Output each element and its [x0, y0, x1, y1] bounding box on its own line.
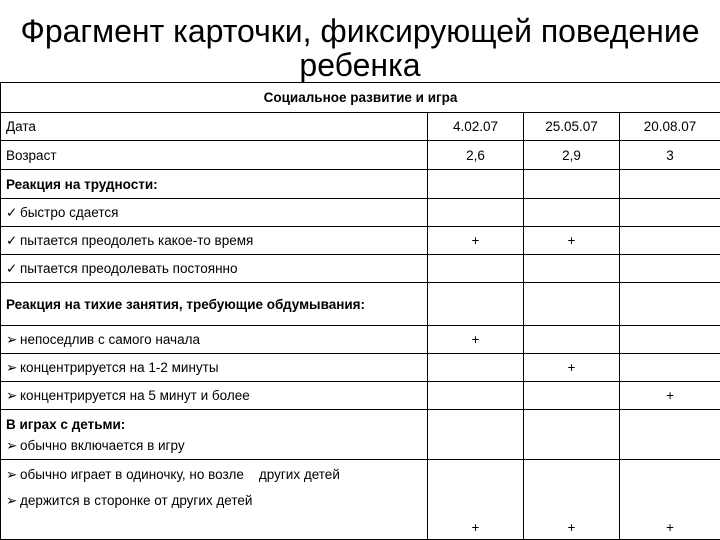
date-cell: 20.08.07: [620, 113, 720, 141]
list-item: [1, 255, 428, 283]
mark-cell: +: [524, 354, 620, 382]
section-header: Социальное развитие и игра: [1, 83, 720, 113]
item-text: держится в сторонке от других детей: [20, 493, 253, 508]
age-cell: 3: [620, 141, 720, 170]
mark-cell: [428, 382, 524, 410]
list-item: [1, 227, 428, 255]
empty-cell: [524, 283, 620, 326]
list-item: [6, 437, 422, 454]
mark-cell: [428, 199, 524, 227]
item-text: пытается преодолеть какое-то время: [20, 232, 254, 248]
item-text: концентрируется на 1-2 минуты: [20, 359, 219, 375]
age-cell: 2,9: [524, 141, 620, 170]
arrow-bullet-icon: ➢: [6, 467, 18, 482]
page-title: [0, 14, 720, 82]
item-text: обычно играет в одиночку, но возле других детей: [20, 467, 340, 482]
mark-cell: [524, 326, 620, 354]
mark-cell: [620, 199, 720, 227]
item-text: обычно включается в игру: [20, 437, 185, 453]
arrow-bullet-icon: ➢: [6, 387, 18, 403]
mark-cell: [524, 382, 620, 410]
mark-cell: [620, 255, 720, 283]
arrow-bullet-icon: ➢: [6, 493, 18, 508]
mark-cell: [428, 255, 524, 283]
mark-cell: [524, 199, 620, 227]
mark-cell: +: [620, 382, 720, 410]
date-label: Дата: [1, 113, 428, 141]
item-text: непоседлив с самого начала: [20, 331, 200, 347]
arrow-bullet-icon: ➢: [6, 437, 18, 453]
check-mark-icon: ✓: [6, 232, 18, 248]
empty-cell: [428, 410, 524, 460]
list-item: [1, 382, 428, 410]
group-block: [1, 410, 428, 460]
mark-cell: +: [428, 326, 524, 354]
mark-cell: +: [524, 460, 620, 540]
list-item: [1, 326, 428, 354]
mark-cell: +: [428, 227, 524, 255]
list-item: [6, 466, 422, 483]
mark-cell: [620, 354, 720, 382]
empty-cell: [428, 170, 524, 199]
empty-cell: [428, 283, 524, 326]
mark-cell: [620, 326, 720, 354]
empty-cell: [620, 283, 720, 326]
list-item: [6, 492, 422, 509]
item-text: концентрируется на 5 минут и более: [20, 387, 250, 403]
mark-cell: [620, 227, 720, 255]
item-text: быстро сдается: [20, 204, 119, 220]
item-text: пытается преодолевать постоянно: [20, 260, 238, 276]
title-line-1: Фрагмент карточки, фиксирующей поведение: [20, 13, 700, 49]
age-label: Возраст: [1, 141, 428, 170]
mark-cell: +: [620, 460, 720, 540]
date-cell: 25.05.07: [524, 113, 620, 141]
group-header: Реакция на тихие занятия, требующие обдумывания:: [1, 283, 428, 326]
mark-cell: [428, 354, 524, 382]
empty-cell: [620, 410, 720, 460]
mark-cell: [524, 255, 620, 283]
group-block: [1, 460, 428, 540]
empty-cell: [524, 410, 620, 460]
check-mark-icon: ✓: [6, 260, 18, 276]
arrow-bullet-icon: ➢: [6, 359, 18, 375]
group-header: Реакция на трудности:: [1, 170, 428, 199]
age-cell: 2,6: [428, 141, 524, 170]
behavior-card-table: [0, 82, 720, 540]
list-item: [1, 354, 428, 382]
empty-cell: [620, 170, 720, 199]
date-cell: 4.02.07: [428, 113, 524, 141]
group-header: В играх с детьми:: [6, 416, 126, 432]
mark-cell: +: [524, 227, 620, 255]
check-mark-icon: ✓: [6, 204, 18, 220]
arrow-bullet-icon: ➢: [6, 331, 18, 347]
mark-cell: +: [428, 460, 524, 540]
empty-cell: [524, 170, 620, 199]
list-item: [1, 199, 428, 227]
title-line-2: ребенка: [299, 47, 421, 83]
